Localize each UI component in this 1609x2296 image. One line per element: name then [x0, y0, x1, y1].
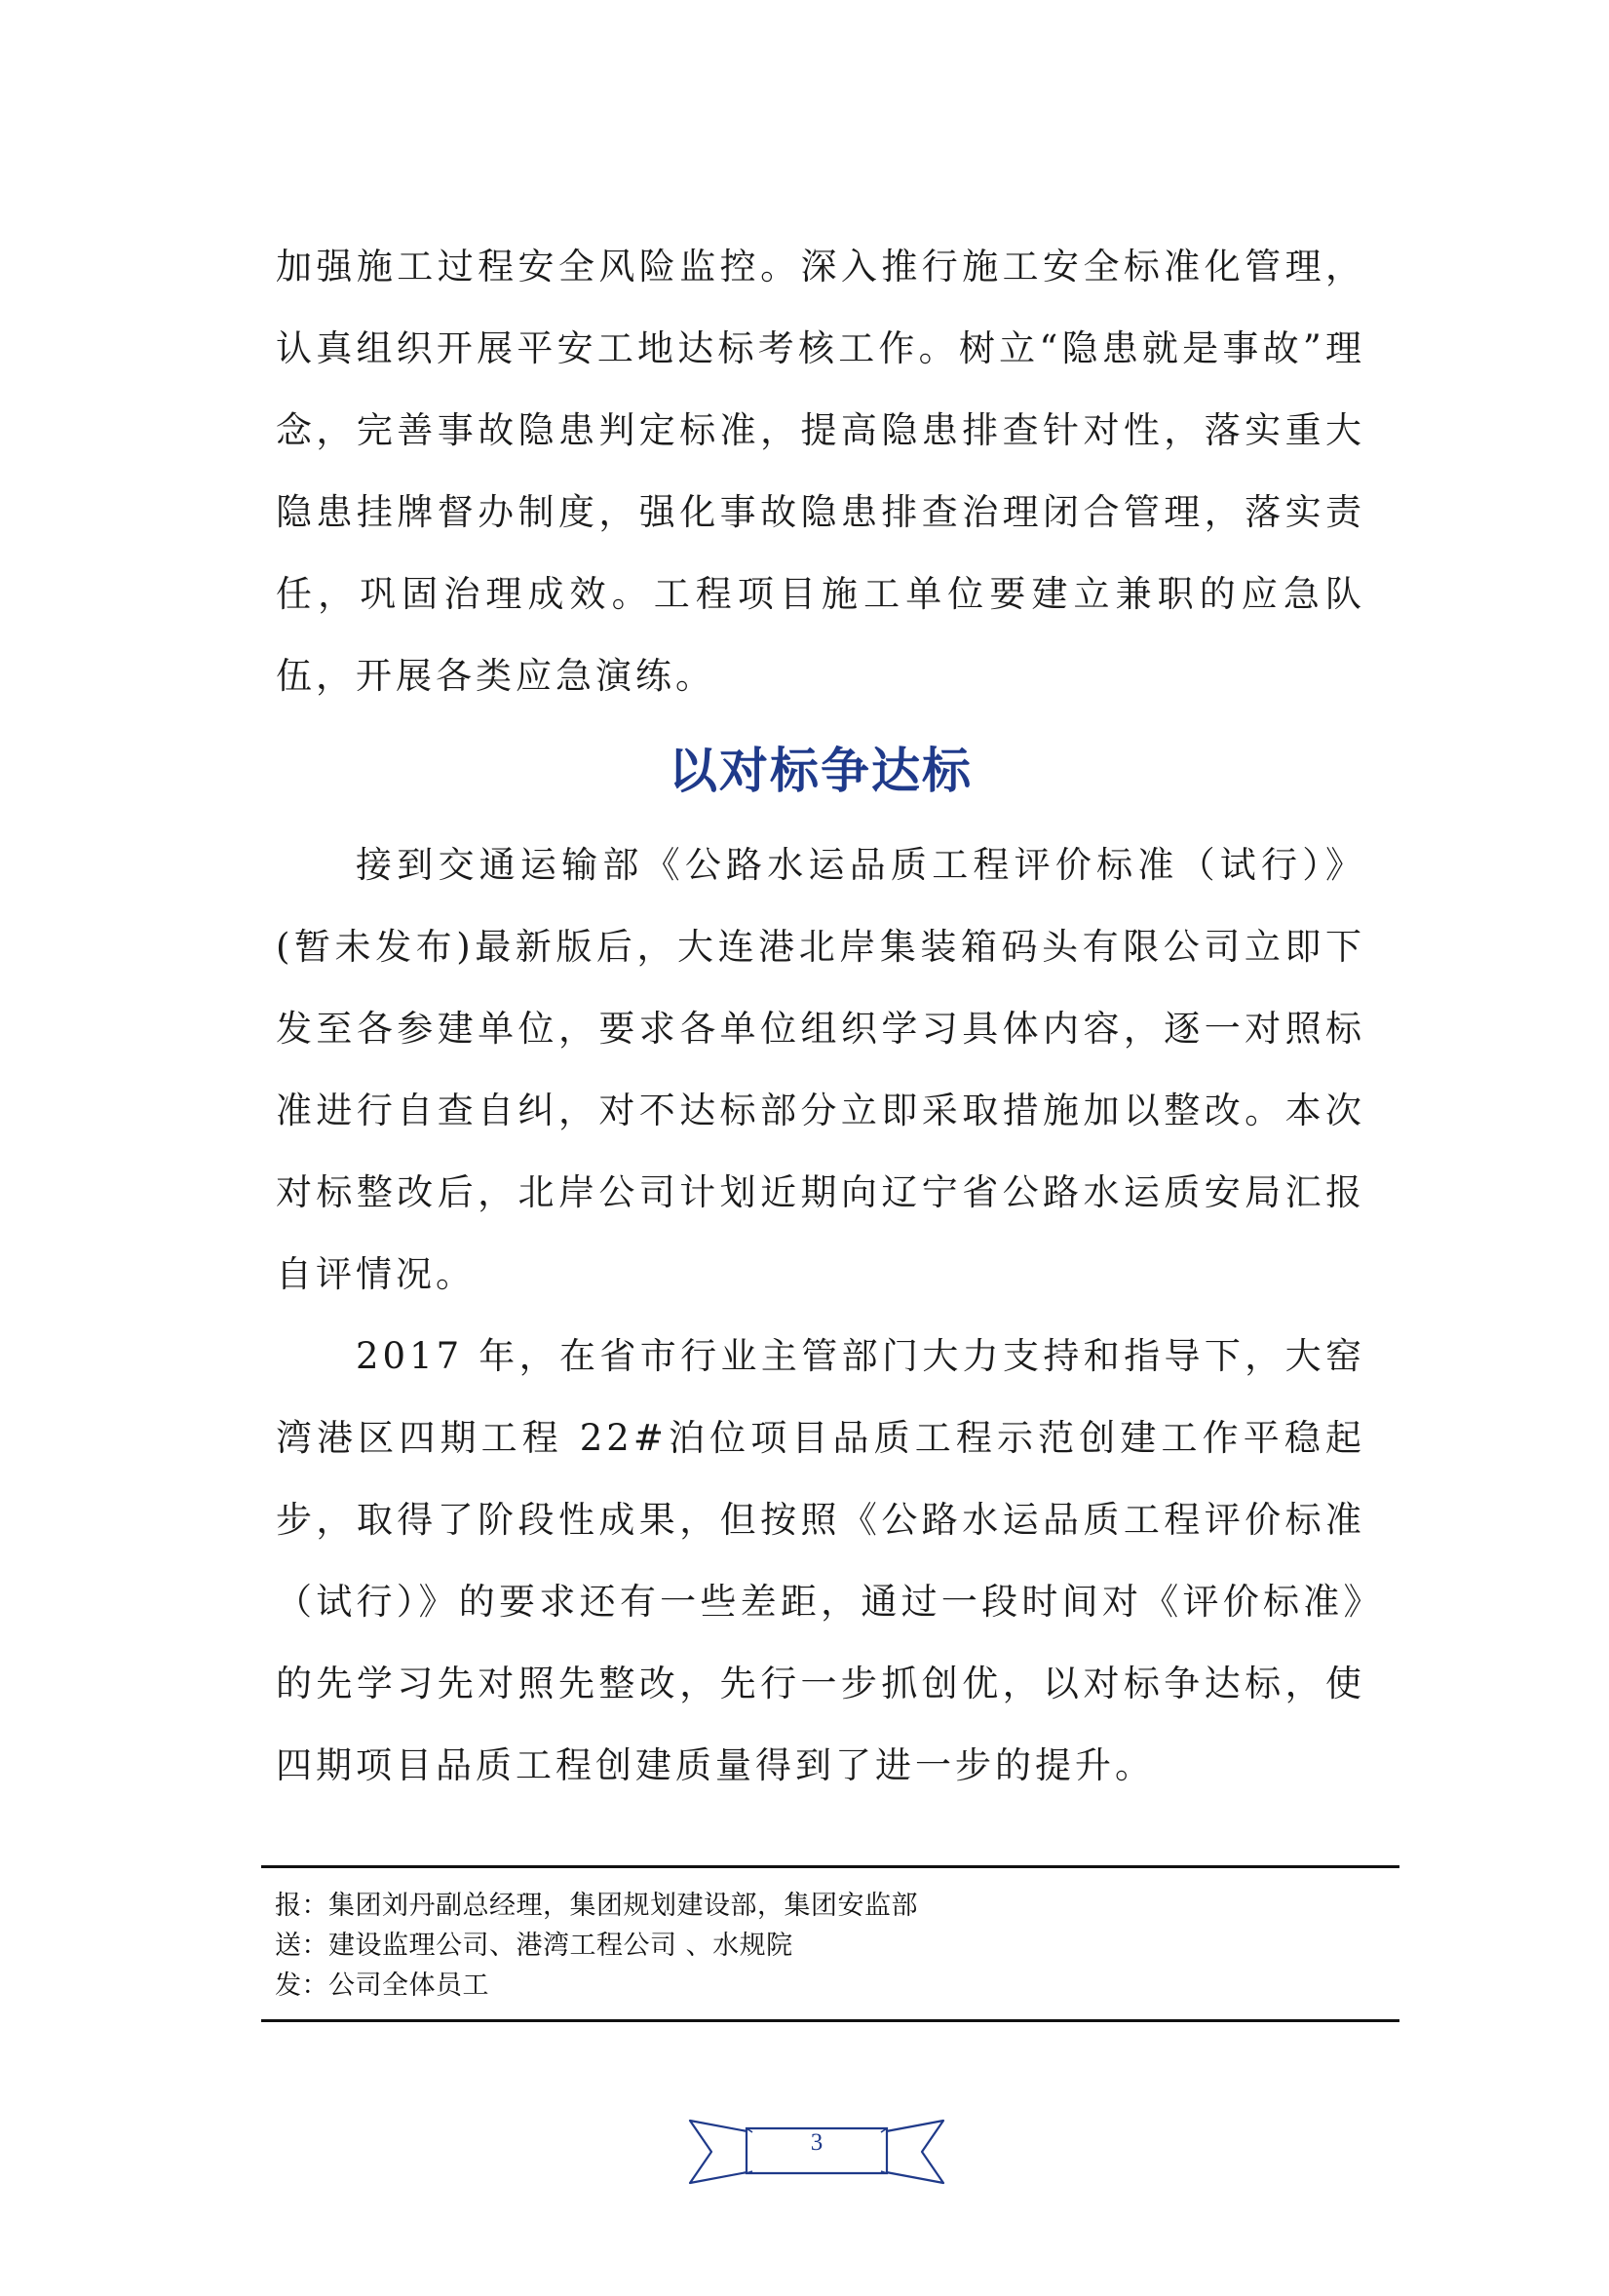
distribution-block: [261, 1865, 1399, 2022]
body-paragraph: 接到交通运输部《公路水运品质工程评价标准（试行）》(暂未发布)最新版后，大连港北岸集装箱码头有限公司立即下发至各参建单位，要求各单位组织学习具体内容，逐一对照标准进行自查自纠，对不达标部分立即采取措施加以整改。本次对标整改后，北岸公司计划近期向辽宁省公路水运质安局汇报自评情况。: [276, 844, 1365, 1295]
distribution-send: 送：建设监理公司、港湾工程公司 、水规院: [275, 1931, 793, 1961]
body-paragraph: 加强施工过程安全风险监控。深入推行施工安全标准化管理，认真组织开展平安工地达标考核工作。树立“隐患就是事故”理念，完善事故隐患判定标准，提高隐患排查针对性，落实重大隐患挂牌督办制度，强化事故隐患排查治理闭合管理，落实责任，巩固治理成效。工程项目施工单位要建立兼职的应急队伍，开展各类应急演练。: [276, 246, 1365, 697]
page-number-ribbon: [688, 2103, 945, 2197]
page-number: 3: [810, 2129, 824, 2156]
body-paragraph: 2017 年，在省市行业主管部门大力支持和指导下，大窑湾港区四期工程 22#泊位项目品质工程示范创建工作平稳起步，取得了阶段性成果，但按照《公路水运品质工程评价标准（试行）》的要求还有一些差距，通过一段时间对《评价标准》的先学习先对照先整改，先行一步抓创优，以对标争达标，使四期项目品质工程创建质量得到了进一步的提升。: [276, 1335, 1365, 1786]
distribution-issue: 发：公司全体员工: [275, 1971, 489, 2001]
distribution-report: 报：集团刘丹副总经理，集团规划建设部，集团安监部: [275, 1891, 918, 1921]
document-body: [276, 226, 1365, 1807]
section-title: 以对标争达标: [669, 743, 973, 799]
